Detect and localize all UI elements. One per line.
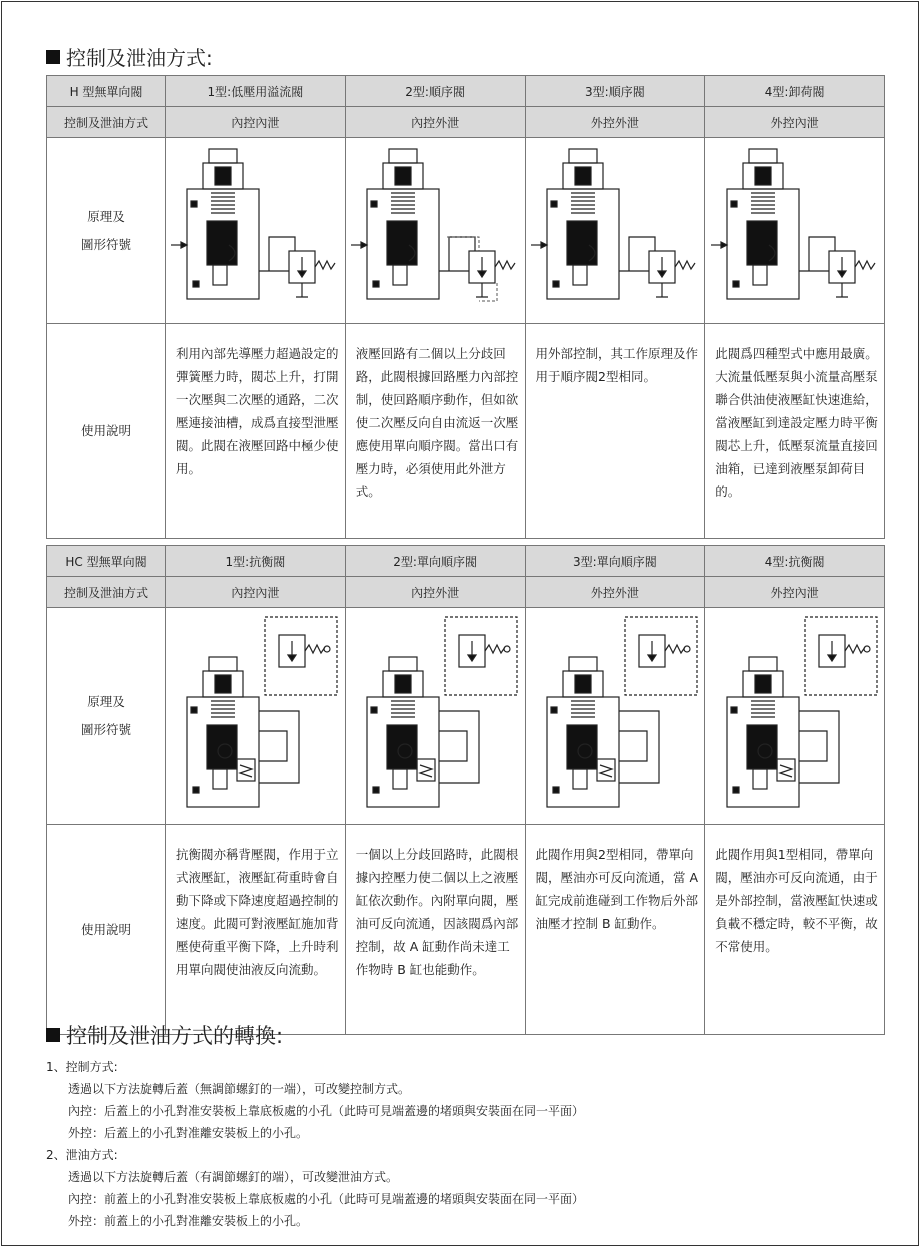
- diagram-cell: [705, 138, 885, 324]
- mode-row: [47, 577, 885, 608]
- usage-text-cell: 用外部控制，其工作原理及作用于順序閥2型相同。: [525, 324, 705, 539]
- note-line: 外控：后蓋上的小孔對准離安裝板上的小孔。: [68, 1126, 309, 1140]
- valve-diagram-icon: [527, 611, 703, 821]
- mode-cell: 外控外泄: [525, 107, 705, 138]
- valve-diagram-icon: [707, 141, 883, 321]
- diagram-label-line: 圖形符號: [80, 236, 131, 252]
- usage-text-cell: 一個以上分歧回路時，此閥根據內控壓力使二個以上之液壓缸依次動作。內附單向閥，壓油可反向流通，因該閥爲內部控制，故 A 缸動作尚未達工作物時 B 缸也能動作。: [345, 825, 525, 1035]
- usage-text-cell: 此閥作用與1型相同，帶單向閥，壓油亦可反向流通，由于是外部控制，當液壓缸快速或負載不穩定時，較不平衡，故不常使用。: [705, 825, 885, 1035]
- header-cell: HC 型無單向閥: [47, 546, 166, 577]
- conversion-notes: [46, 1056, 584, 1232]
- table-hc-type: [46, 545, 885, 1035]
- mode-cell: 內控外泄: [345, 577, 525, 608]
- type-cell: 3型:單向順序閥: [525, 546, 705, 577]
- mode-cell: 內控內泄: [166, 107, 346, 138]
- mode-cell: 外控內泄: [705, 107, 885, 138]
- mode-cell: 內控內泄: [166, 577, 346, 608]
- section-title-text: 控制及泄油方式的轉換:: [66, 1024, 284, 1048]
- usage-text-cell: 此閥爲四種型式中應用最廣。大流量低壓泵與小流量高壓泵聯合供油使液壓缸快速進給，當液壓缸到達設定壓力時平衡閥芯上升，低壓泵流量直接回油箱，已達到液壓泵卸荷目的。: [705, 324, 885, 539]
- type-cell: 3型:順序閥: [525, 76, 705, 107]
- type-cell: 1型:低壓用溢流閥: [166, 76, 346, 107]
- valve-diagram-icon: [347, 611, 523, 821]
- section-title-control-drain: [46, 42, 213, 71]
- diagram-cell: [705, 608, 885, 825]
- usage-text-cell: 利用內部先導壓力超過設定的彈簧壓力時，閥芯上升，打開一次壓與二次壓的通路，二次壓連接油槽，成爲直接型泄壓閥。此閥在液壓回路中極少使用。: [166, 324, 346, 539]
- type-cell: 2型:單向順序閥: [345, 546, 525, 577]
- diagram-label-line: 原理及: [87, 694, 125, 709]
- diagram-cell: [345, 138, 525, 324]
- note-line: 外控：前蓋上的小孔對准離安裝板上的小孔。: [68, 1214, 309, 1228]
- bullet-square-icon: [46, 50, 60, 64]
- table-h-type: [46, 75, 885, 539]
- section-title-text: 控制及泄油方式:: [66, 46, 213, 70]
- type-cell: 2型:順序閥: [345, 76, 525, 107]
- diagram-cell: [166, 608, 346, 825]
- type-cell: 1型:抗衡閥: [166, 546, 346, 577]
- header-cell: H 型無單向閥: [47, 76, 166, 107]
- diagram-label-cell: [47, 138, 166, 324]
- diagram-label-cell: [47, 608, 166, 825]
- note-line: 透過以下方法旋轉后蓋（無調節螺釘的一端），可改變控制方式。: [68, 1082, 411, 1096]
- valve-diagram-icon: [167, 611, 343, 821]
- valve-diagram-icon: [167, 141, 343, 321]
- diagram-row: [47, 608, 885, 825]
- diagram-label-line: 原理及: [87, 208, 125, 224]
- type-cell: 4型:抗衡閥: [705, 546, 885, 577]
- usage-text-cell: 此閥作用與2型相同，帶單向閥，壓油亦可反向流通，當 A 缸完成前進碰到工作物后外部油壓才控制 B 缸動作。: [525, 825, 705, 1035]
- mode-row: [47, 107, 885, 138]
- usage-text-cell: 抗衡閥亦稱背壓閥，作用于立式液壓缸，液壓缸荷重時會自動下降或下降速度超過控制的速度。此閥可對液壓缸施加背壓使荷重平衡下降，上升時利用單向閥使油液反向流動。: [166, 825, 346, 1035]
- table-header-row: [47, 76, 885, 107]
- diagram-cell: [345, 608, 525, 825]
- note-title: 1、控制方式:: [46, 1060, 118, 1074]
- diagram-cell: [166, 138, 346, 324]
- mode-cell: 外控內泄: [705, 577, 885, 608]
- mode-cell: 外控外泄: [525, 577, 705, 608]
- usage-label-cell: 使用說明: [47, 324, 166, 539]
- mode-label-cell: 控制及泄油方式: [47, 577, 166, 608]
- diagram-row: [47, 138, 885, 324]
- note-title: 2、泄油方式:: [46, 1148, 118, 1162]
- diagram-label-line: 圖形符號: [80, 722, 131, 737]
- diagram-cell: [525, 608, 705, 825]
- section-title-conversion: [46, 1020, 283, 1050]
- note-line: 內控：后蓋上的小孔對准安裝板上靠底板處的小孔（此時可見端蓋邊的堵頭與安裝面在同一平面）: [68, 1104, 585, 1118]
- diagram-cell: [525, 138, 705, 324]
- usage-row: [47, 324, 885, 539]
- valve-diagram-icon: [347, 141, 523, 321]
- note-line: 透過以下方法旋轉后蓋（有調節螺釘的端），可改變泄油方式。: [68, 1170, 399, 1184]
- table-header-row: [47, 546, 885, 577]
- usage-label-cell: 使用說明: [47, 825, 166, 1035]
- mode-cell: 內控外泄: [345, 107, 525, 138]
- mode-label-cell: 控制及泄油方式: [47, 107, 166, 138]
- note-line: 內控：前蓋上的小孔對准安裝板上靠底板處的小孔（此時可見端蓋邊的堵頭與安裝面在同一平面）: [68, 1192, 585, 1206]
- valve-diagram-icon: [707, 611, 883, 821]
- page: [1, 1, 919, 1246]
- usage-text-cell: 液壓回路有二個以上分歧回路，此閥根據回路壓力內部控制，使回路順序動作，但如欲使二次壓反向自由流返一次壓應使用單向順序閥。當出口有壓力時，必須使用此外泄方式。: [345, 324, 525, 539]
- usage-row: [47, 825, 885, 1035]
- valve-diagram-icon: [527, 141, 703, 321]
- type-cell: 4型:卸荷閥: [705, 76, 885, 107]
- bullet-square-icon: [46, 1028, 60, 1042]
